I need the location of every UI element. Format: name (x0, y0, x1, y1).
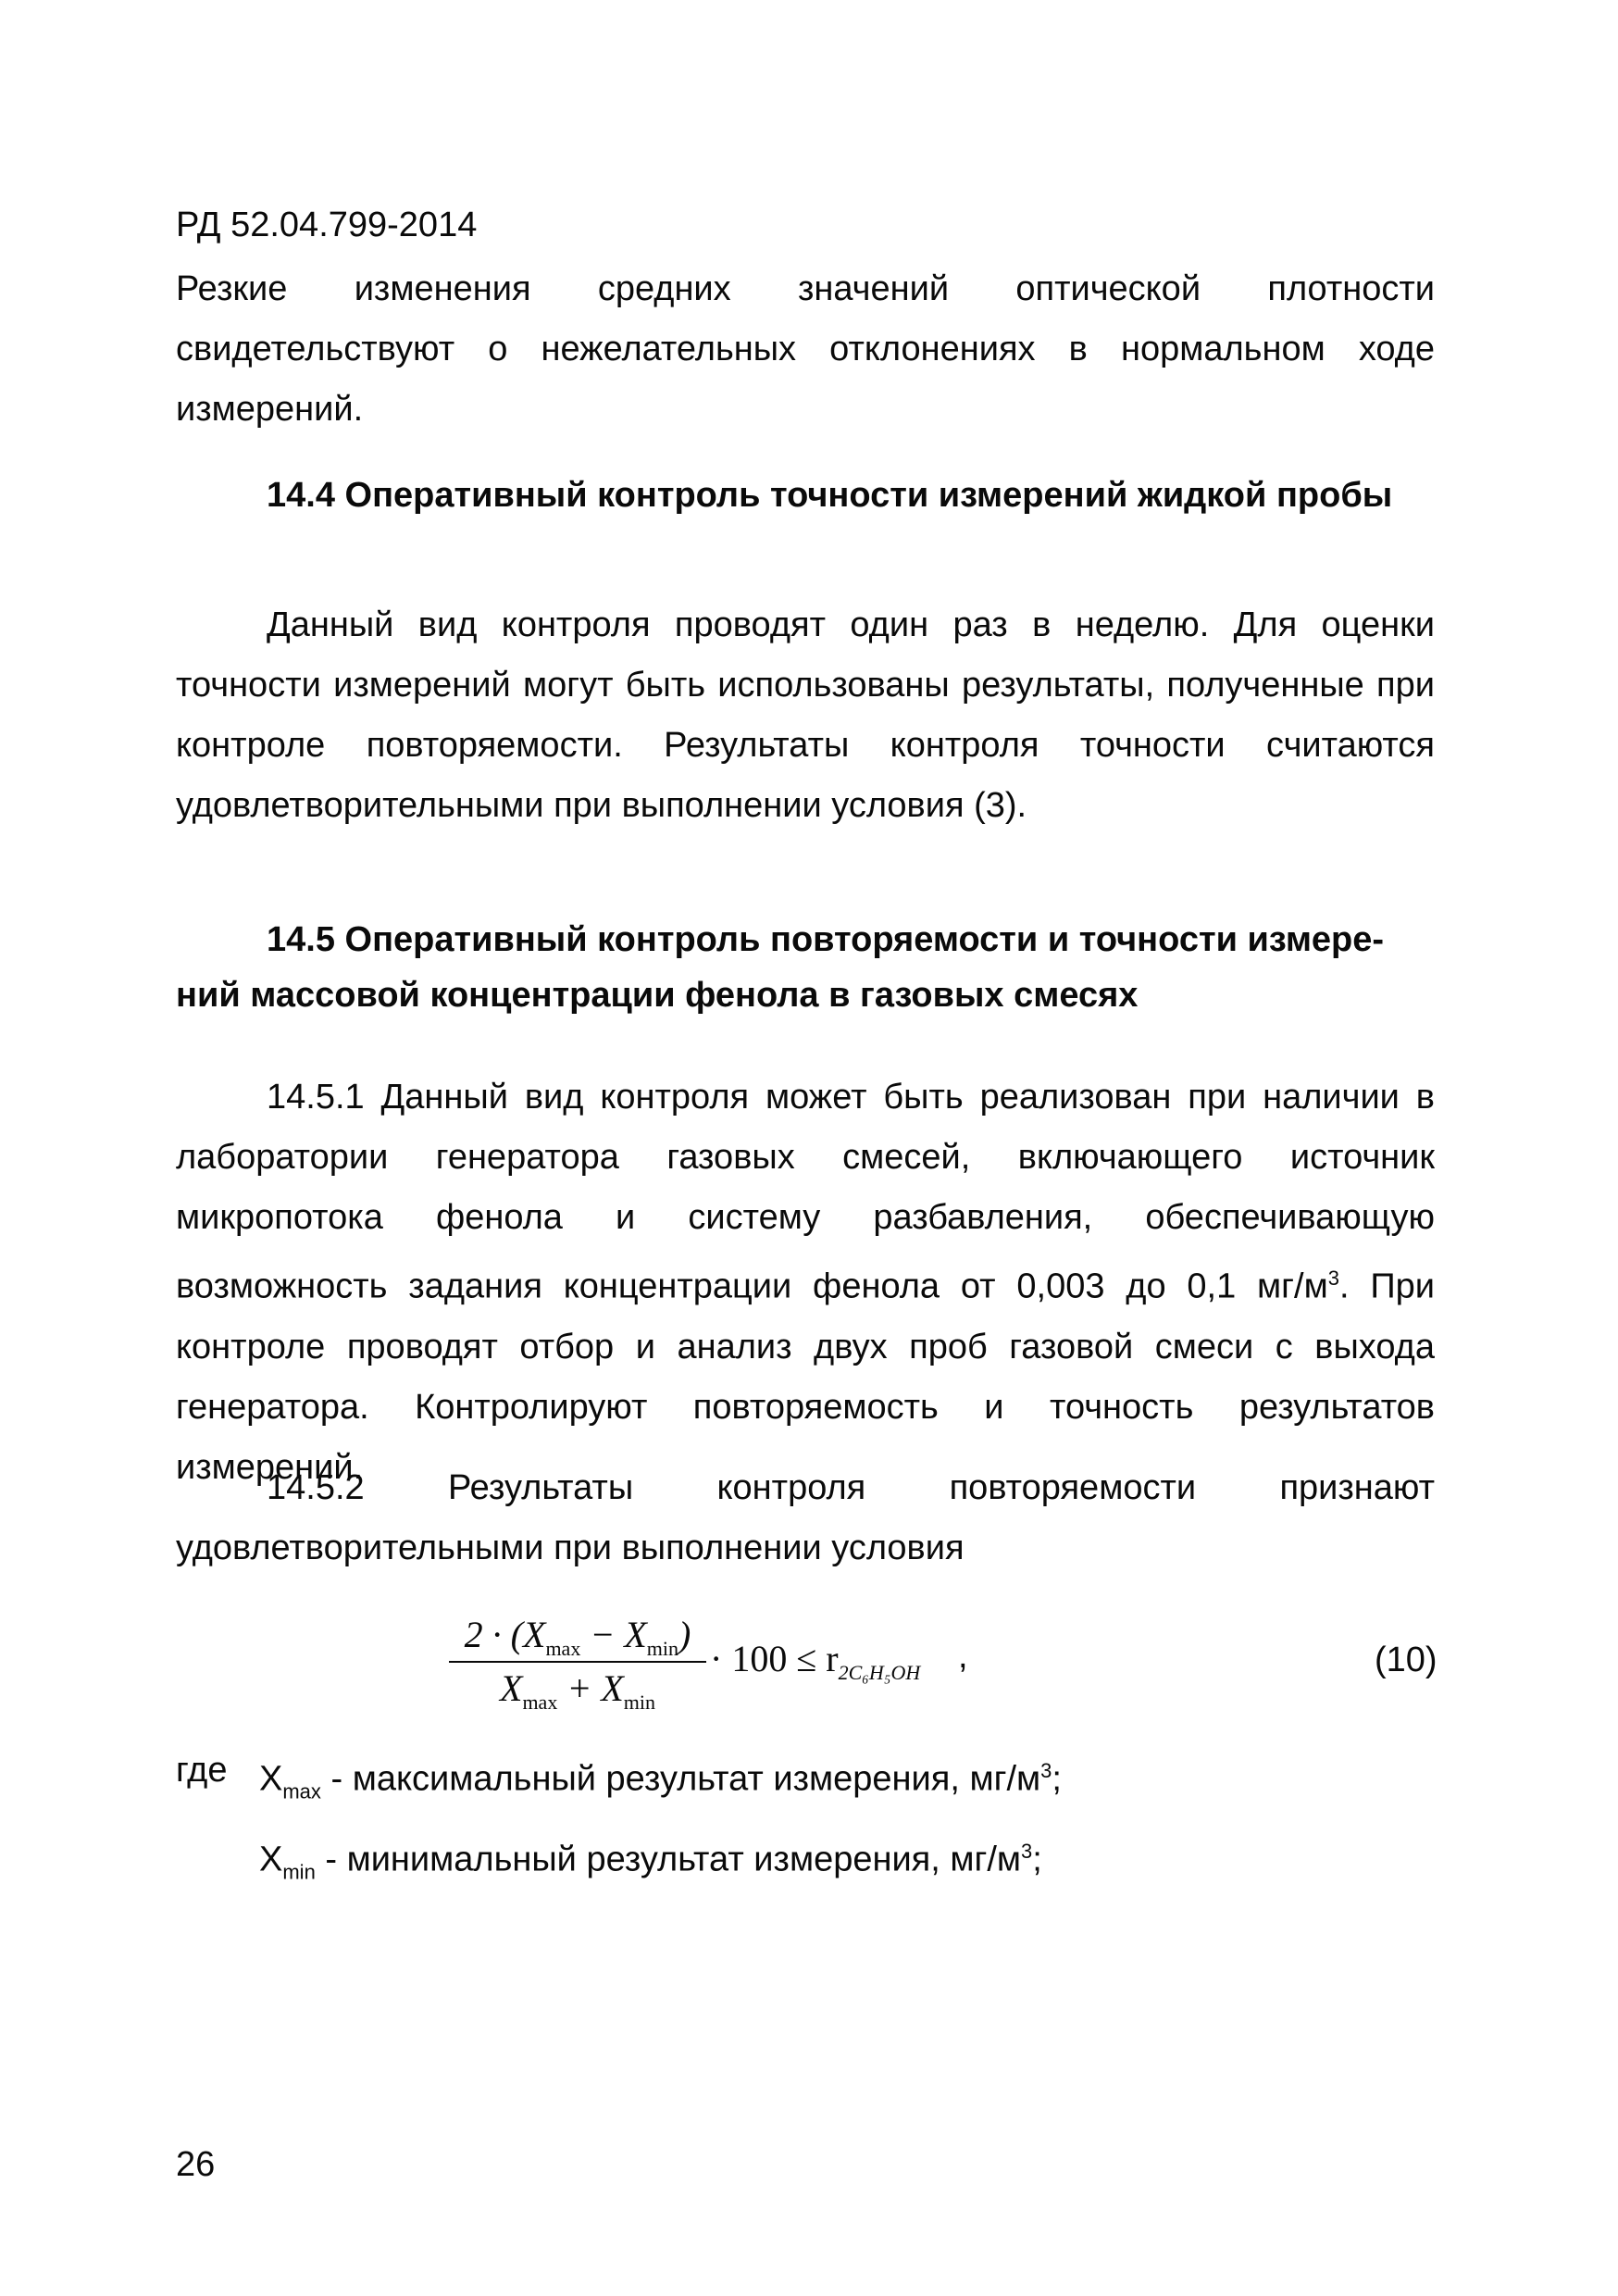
definition-xmax: где $X_{max}$ - максимальный результат измерения, $мг/м^3$; (176, 1741, 1062, 1821)
section-14-4-body: Данный вид контроля проводят один раз в неделю. Для оценки точности измерений могут быть использованы результаты, полученные при контроле повторяемости. Результаты контроля точности считаются удовлетворительными при выполнении условия (3). (176, 605, 1435, 825)
p1-text-a: 14.5.1 Данный вид контроля может быть реализован при наличии в лаборатории генератора газовых смесей, включающего источник микропотока фенола и систему разбавления, обеспечивающую возможность задания концентрации фенола от 0,003 до 0,1 мг/м (176, 1078, 1435, 1306)
intro-paragraph: Резкие изменения средних значений оптической плотности свидетельствуют о нежелательных отклонениях в нормальном ходе измерений. (176, 269, 1435, 429)
equation-number: (10) (1375, 1641, 1438, 1679)
formula-rhs: · $100 \le r_{2C_6H_5OH}$ (710, 1638, 921, 1684)
p1-superscript: 3 (1327, 1267, 1339, 1290)
formula-comma: , (958, 1637, 968, 1676)
section-14-4-title: 14.4 Оперативный контроль точности измерений жидкой пробы (267, 476, 1393, 515)
section-14-5-2-paragraph: 14.5.2 Результаты контроля повторяемости признают удовлетворительными при выполнении условия (176, 1468, 1435, 1567)
formula-denominator: $X_{max} + X_{min}$ (500, 1667, 655, 1714)
p1-text-b: . При контроле проводят отбор и анализ двух проб газовой смеси с выхода генератора. Контролируют повторяемость и точность результатов измерений. (176, 1267, 1435, 1487)
definitions (176, 1741, 1062, 1903)
section-14-5-1-paragraph (176, 1067, 1435, 1498)
definition-xmin: $X_{min}$ - минимальный результат измерения, $мг/м^3$; (259, 1840, 1042, 1884)
section-14-5-title (176, 912, 1435, 1023)
formula-10 (449, 1613, 1438, 1724)
formula-numerator: $2 \cdot (X_{max} - X_{min})$ (464, 1614, 691, 1660)
section-14-5-title-line1: 14.5 Оперативный контроль повторяемости и точности измере- (267, 920, 1385, 959)
where-label: где (176, 1751, 228, 1790)
page-number: 26 (176, 2145, 216, 2184)
fraction-bar (449, 1661, 706, 1663)
section-14-5-title-line2: ний массовой концентрации фенола в газовых смесях (176, 976, 1139, 1015)
document-code: РД 52.04.799-2014 (176, 206, 478, 244)
